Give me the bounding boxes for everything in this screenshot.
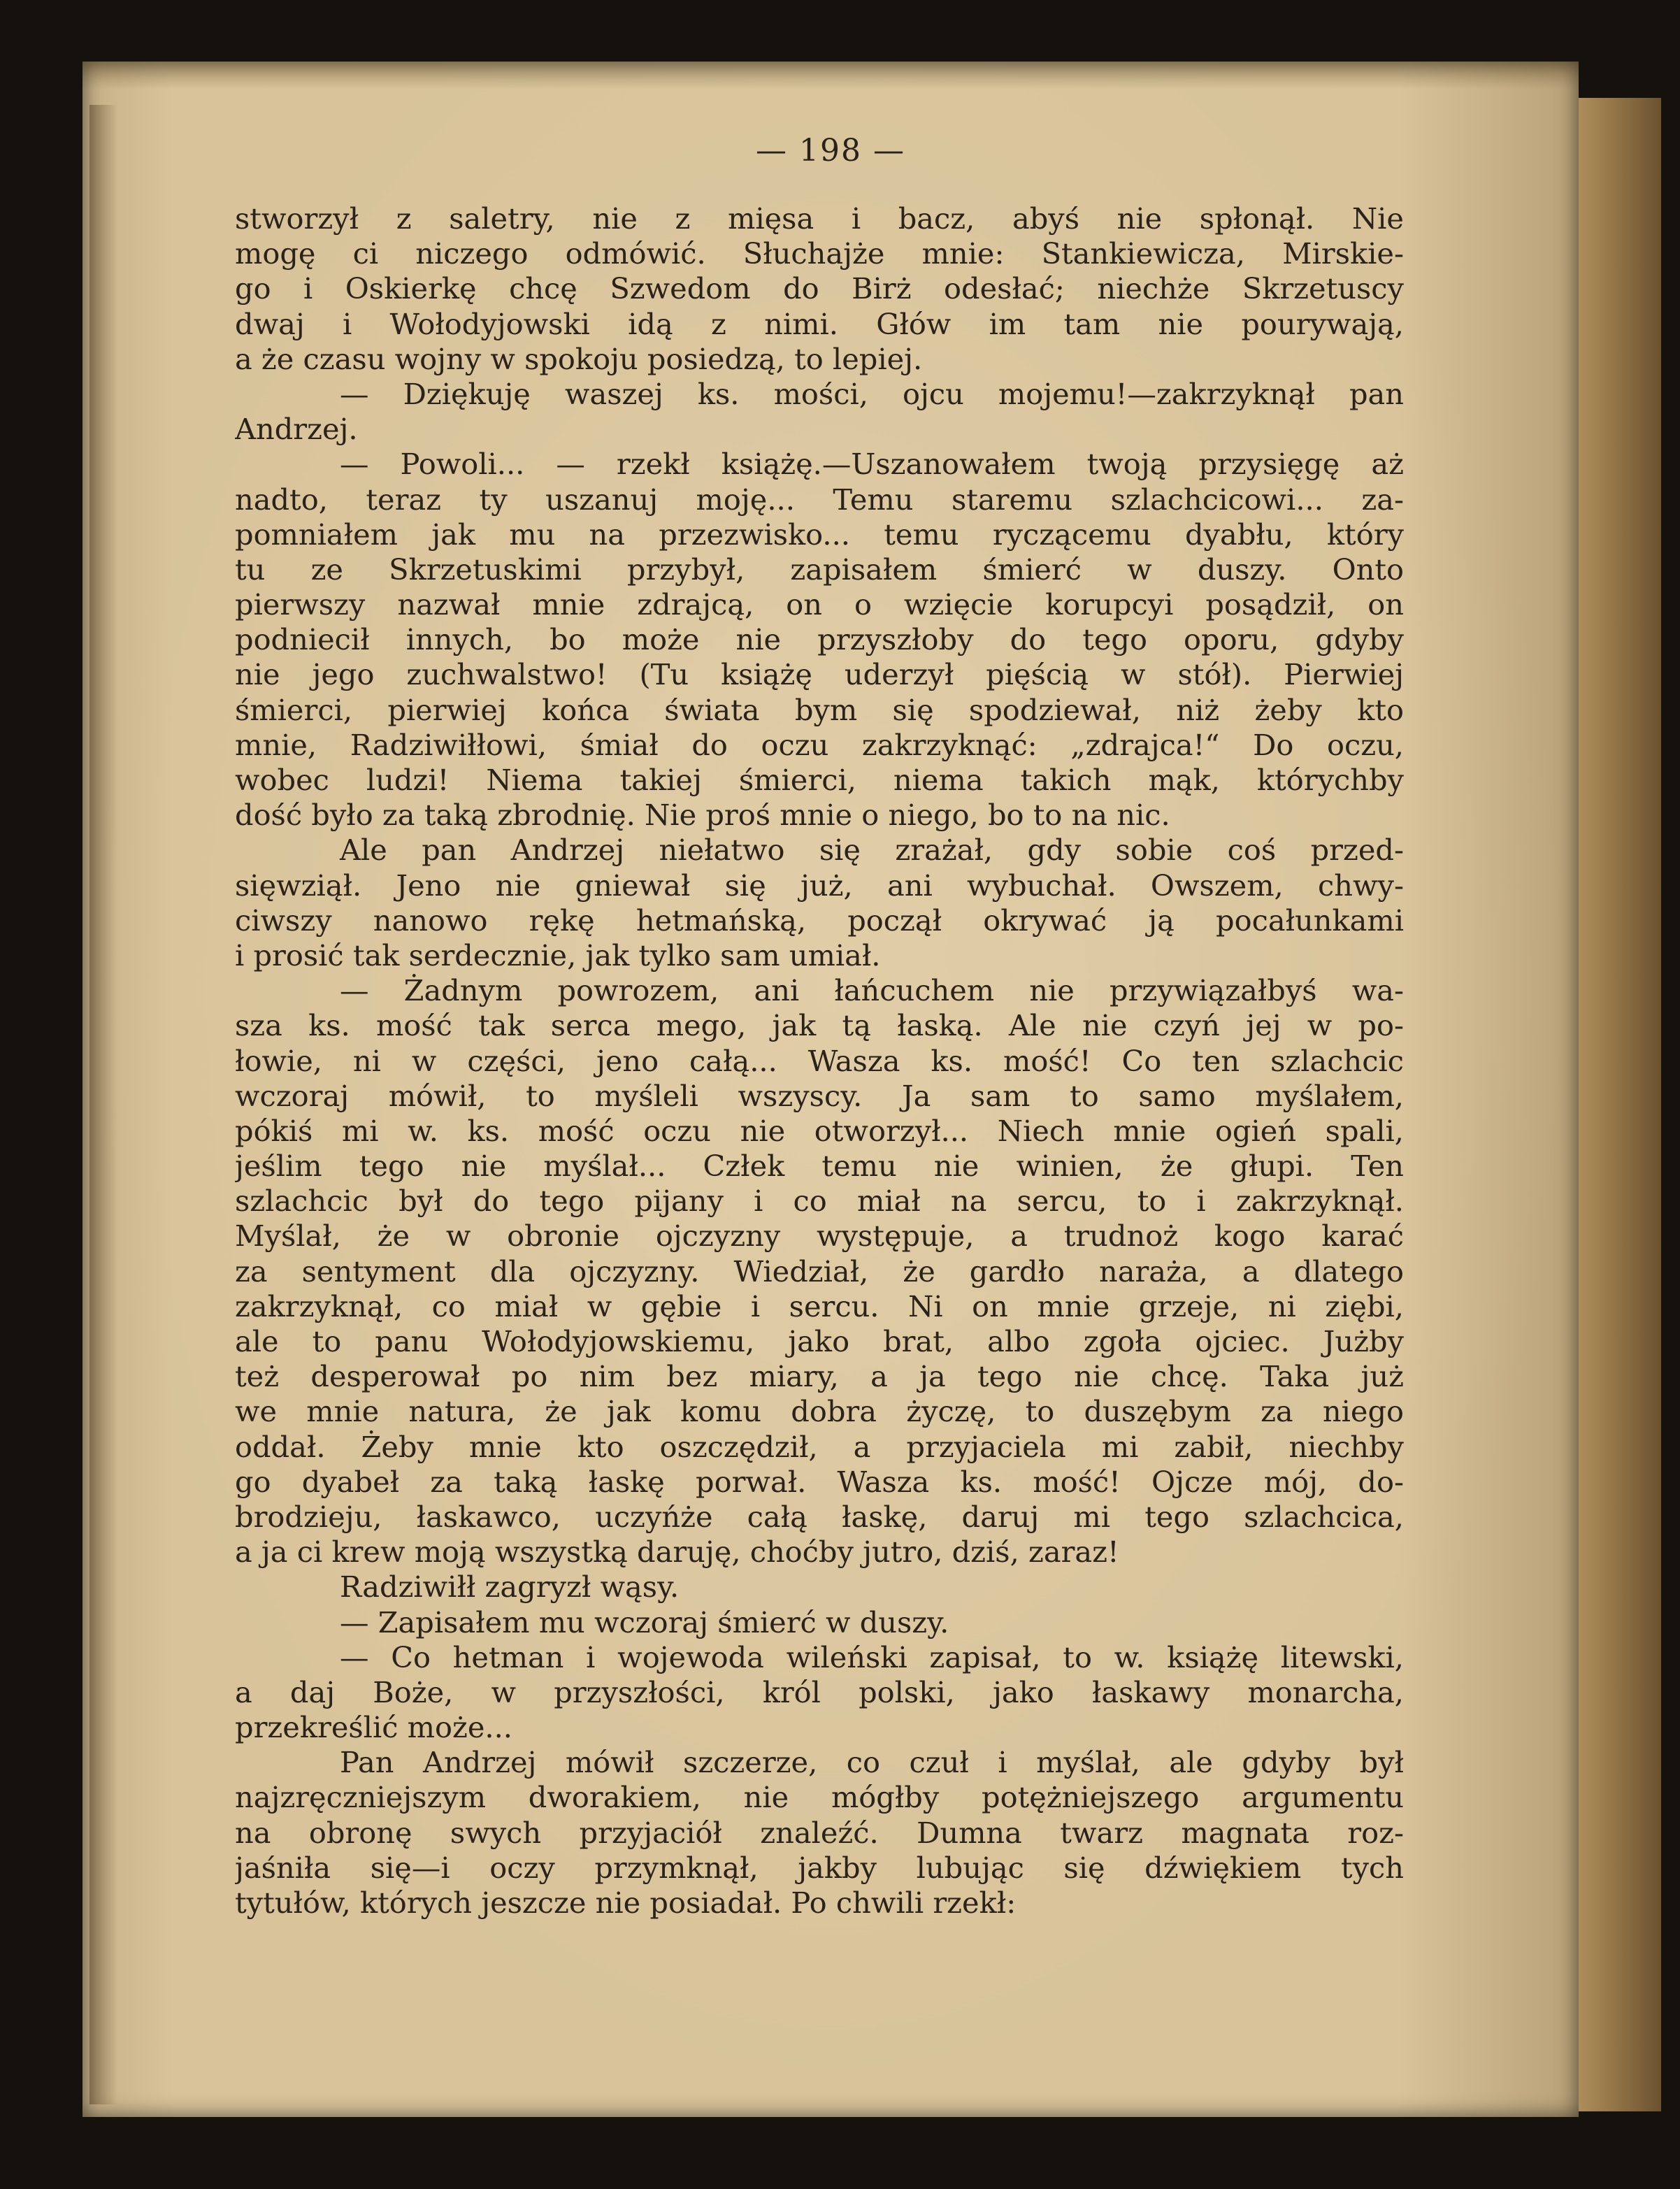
text-line: — Żadnym powrozem, ani łańcuchem nie przywiązałbyś wa- xyxy=(340,973,1404,1008)
text-line: pierwszy nazwał mnie zdrajcą, on o wzięcie korupcyi posądził, on xyxy=(235,587,1404,622)
text-line: szlachcic był do tego pijany i co miał na sercu, to i zakrzyknął. xyxy=(235,1184,1404,1219)
text-line: na obronę swych przyjaciół znaleźć. Dumna twarz magnata roz- xyxy=(235,1815,1404,1850)
text-line: śmierci, pierwiej końca świata bym się spodziewał, niż żeby kto xyxy=(235,692,1404,727)
text-line: tytułów, których jeszcze nie posiadał. Po chwili rzekł: xyxy=(235,1886,1017,1920)
text-line: Radziwiłł zagryzł wąsy. xyxy=(340,1570,680,1605)
text-line: — Co hetman i wojewoda wileński zapisał, to w. książę litewski, xyxy=(340,1639,1404,1674)
text-line: brodzieju, łaskawco, uczyńże całą łaskę, daruj mi tego szlachcica, xyxy=(235,1499,1404,1534)
text-line: nie jego zuchwalstwo! (Tu książę uderzył pięścią w stół). Pierwiej xyxy=(235,657,1404,692)
text-line: wobec ludzi! Niema takiej śmierci, niema takich mąk, którychby xyxy=(235,763,1404,797)
text-line: — Powoli... — rzekł książę.—Uszanowałem twoją przysięgę aż xyxy=(340,447,1404,482)
text-line: Myślał, że w obronie ojczyzny występuje, a trudnoż kogo karać xyxy=(235,1219,1404,1254)
page-edge-shadow xyxy=(89,105,117,2104)
text-line: jeślim tego nie myślał... Człek temu nie winien, że głupi. Ten xyxy=(235,1149,1404,1184)
text-line: sza ks. mość tak serca mego, jak tą łaską. Ale nie czyń jej w po- xyxy=(235,1008,1404,1043)
text-line: Ale pan Andrzej niełatwo się zrażał, gdy sobie coś przed- xyxy=(340,833,1404,868)
text-line: podniecił innych, bo może nie przyszłoby do tego oporu, gdyby xyxy=(235,622,1404,657)
text-line: ciwszy nanowo rękę hetmańską, począł okrywać ją pocałunkami xyxy=(235,903,1404,938)
text-line: tu ze Skrzetuskimi przybył, zapisałem śmierć w duszy. Onto xyxy=(235,552,1404,587)
text-line: jaśniła się—i oczy przymknął, jakby lubując się dźwiękiem tych xyxy=(235,1850,1404,1885)
text-line: go i Oskierkę chcę Szwedom do Birż odesłać; niechże Skrzetuscy xyxy=(235,271,1404,306)
text-line: mogę ci niczego odmówić. Słuchajże mnie: Stankiewicza, Mirskie- xyxy=(235,236,1404,271)
text-line: Pan Andrzej mówił szczerze, co czuł i myślał, ale gdyby był xyxy=(340,1745,1404,1780)
text-line: nadto, teraz ty uszanuj moję... Temu staremu szlachcicowi... za- xyxy=(235,482,1404,517)
body-text xyxy=(235,201,1404,1921)
text-line: i prosić tak serdecznie, jak tylko sam umiał. xyxy=(235,938,881,973)
text-line: — Dziękuję waszej ks. mości, ojcu mojemu!—zakrzyknął pan xyxy=(340,376,1404,411)
text-line: stworzył z saletry, nie z mięsa i bacz, abyś nie spłonął. Nie xyxy=(235,201,1404,236)
text-line: za sentyment dla ojczyzny. Wiedział, że gardło naraża, a dlatego xyxy=(235,1254,1404,1289)
text-line: a ja ci krew moją wszystką daruję, choćby jutro, dziś, zaraz! xyxy=(235,1535,1119,1570)
text-line: ale to panu Wołodyjowskiemu, jako brat, albo zgoła ojciec. Jużby xyxy=(235,1324,1404,1358)
text-line: — Zapisałem mu wczoraj śmierć w duszy. xyxy=(340,1605,949,1639)
text-line: Andrzej. xyxy=(235,412,358,447)
text-line: we mnie natura, że jak komu dobra życzę, to duszębym za niego xyxy=(235,1394,1404,1429)
text-line: mnie, Radziwiłłowi, śmiał do oczu zakrzyknąć: „zdrajca!“ Do oczu, xyxy=(235,727,1404,762)
text-line: pókiś mi w. ks. mość oczu nie otworzył... Niech mnie ogień spali, xyxy=(235,1113,1404,1148)
text-line: a daj Boże, w przyszłości, król polski, jako łaskawy monarcha, xyxy=(235,1674,1404,1709)
text-line: pomniałem jak mu na przezwisko... temu ryczącemu dyabłu, który xyxy=(235,517,1404,552)
page-number: — 198 — xyxy=(756,133,905,168)
text-line: go dyabeł za taką łaskę porwał. Wasza ks. mość! Ojcze mój, do- xyxy=(235,1464,1404,1499)
text-line: sięwziął. Jeno nie gniewał się już, ani wybuchał. Owszem, chwy- xyxy=(235,868,1404,903)
text-line: dość było za taką zbrodnię. Nie proś mnie o niego, bo to na nic. xyxy=(235,798,1170,833)
text-line: przekreślić może... xyxy=(235,1710,512,1745)
text-line: też desperował po nim bez miary, a ja tego nie chcę. Taka już xyxy=(235,1359,1404,1394)
text-line: łowie, ni w części, jeno całą... Wasza ks. mość! Co ten szlachcic xyxy=(235,1043,1404,1078)
text-line: wczoraj mówił, to myśleli wszyscy. Ja sam to samo myślałem, xyxy=(235,1078,1404,1113)
text-line: najzręczniejszym dworakiem, nie mógłby potężniejszego argumentu xyxy=(235,1780,1404,1815)
text-line: a że czasu wojny w spokoju posiedzą, to lepiej. xyxy=(235,341,923,376)
text-line: zakrzyknął, co miał w gębie i sercu. Ni on mnie grzeje, ni ziębi, xyxy=(235,1289,1404,1323)
text-line: oddał. Żeby mnie kto oszczędził, a przyjaciela mi zabił, niechby xyxy=(235,1429,1404,1464)
text-line: dwaj i Wołodyjowski idą z nimi. Głów im tam nie pourywają, xyxy=(235,306,1404,341)
